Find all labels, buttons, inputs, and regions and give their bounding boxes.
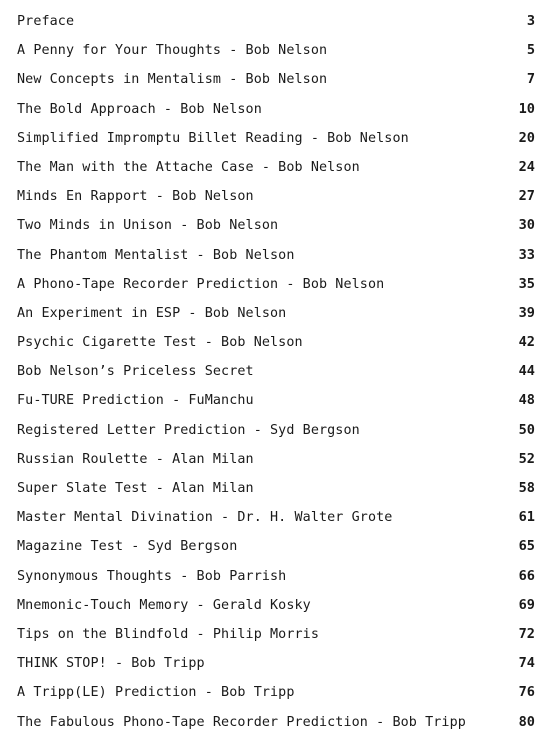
toc-entry-title: Fu-TURE Prediction - FuManchu	[17, 393, 254, 409]
toc-entry	[17, 299, 535, 328]
toc-entry	[17, 124, 535, 153]
toc-entry-title: A Penny for Your Thoughts - Bob Nelson	[17, 43, 328, 59]
toc-entry-title: A Tripp(LE) Prediction - Bob Tripp	[17, 685, 295, 701]
toc-entry-title: Synonymous Thoughts - Bob Parrish	[17, 568, 287, 584]
toc-entry	[17, 649, 535, 678]
toc-entry-title: Magazine Test - Syd Bergson	[17, 539, 238, 555]
toc-entry-title: The Fabulous Phono-Tape Recorder Prediction - Bob Tripp	[17, 714, 466, 730]
toc-entry-page-number: 52	[518, 450, 535, 467]
toc-entry-title: Minds En Rapport - Bob Nelson	[17, 189, 254, 205]
toc-entry	[17, 678, 535, 707]
toc-entry-title: Tips on the Blindfold - Philip Morris	[17, 626, 319, 642]
toc-entry-title: Preface	[17, 14, 75, 29]
toc-entry-title: Psychic Cigarette Test - Bob Nelson	[17, 335, 303, 351]
toc-entry	[17, 357, 535, 386]
toc-entry	[17, 211, 535, 240]
toc-entry-title: Bob Nelson’s Priceless Secret	[17, 364, 254, 380]
toc-entry	[17, 270, 535, 299]
toc-entry	[17, 386, 535, 415]
toc-entry-title: Super Slate Test - Alan Milan	[17, 481, 254, 496]
toc-entry	[17, 7, 535, 36]
toc-entry-title: The Bold Approach - Bob Nelson	[17, 101, 262, 117]
toc-entry	[17, 591, 535, 620]
toc-entry	[17, 620, 535, 649]
toc-entry-title: An Experiment in ESP - Bob Nelson	[17, 305, 287, 321]
toc-entry-title: Russian Roulette - Alan Milan	[17, 451, 254, 467]
toc-entry-page-number: 72	[518, 625, 535, 642]
toc-entry-title: Mnemonic-Touch Memory - Gerald Kosky	[17, 597, 311, 613]
toc-entry	[17, 708, 535, 737]
toc-entry-page-number: 39	[518, 304, 535, 321]
toc-entry-title: New Concepts in Mentalism - Bob Nelson	[17, 72, 328, 88]
toc-entry	[17, 445, 535, 474]
toc-entry-page-number: 66	[518, 567, 535, 584]
toc-entry-title: A Phono-Tape Recorder Prediction - Bob Nelson	[17, 276, 385, 292]
toc-entry-page-number: 30	[518, 217, 535, 234]
toc-entry-page-number: 76	[518, 684, 535, 701]
toc-entry-title: THINK STOP! - Bob Tripp	[17, 656, 205, 672]
toc-entry	[17, 328, 535, 357]
toc-entry-page-number: 44	[518, 363, 535, 380]
toc-entry-page-number: 20	[518, 129, 535, 146]
toc-entry-page-number: 33	[518, 246, 535, 263]
toc-entry-title: Registered Letter Prediction - Syd Bergson	[17, 422, 360, 438]
toc-entry	[17, 562, 535, 591]
toc-entry-page-number: 7	[526, 71, 535, 88]
toc-entry	[17, 474, 535, 503]
toc-entry-page-number: 69	[518, 596, 535, 613]
toc-entry-page-number: 80	[518, 713, 535, 730]
toc-entry-page-number: 10	[518, 100, 535, 117]
toc-entry-page-number: 50	[518, 421, 535, 438]
toc-entry	[17, 416, 535, 445]
toc-entry-title: The Man with the Attache Case - Bob Nelson	[17, 159, 360, 175]
toc-entry-page-number: 65	[518, 538, 535, 555]
toc-entry-page-number: 58	[518, 480, 535, 496]
toc-entry	[17, 36, 535, 65]
toc-entry	[17, 241, 535, 270]
toc-entry	[17, 65, 535, 94]
toc-entry-page-number: 27	[518, 188, 535, 205]
toc-entry-page-number: 3	[526, 13, 535, 29]
toc-entry-title: Simplified Impromptu Billet Reading - Bob Nelson	[17, 130, 409, 146]
toc-entry-page-number: 5	[526, 42, 535, 59]
toc-entry-title: Two Minds in Unison - Bob Nelson	[17, 218, 279, 234]
toc-entry	[17, 182, 535, 211]
toc-entry	[17, 532, 535, 561]
toc-entry-page-number: 24	[518, 158, 535, 175]
toc-entry-title: The Phantom Mentalist - Bob Nelson	[17, 247, 295, 263]
toc-entry-page-number: 61	[518, 509, 535, 526]
toc-entry	[17, 95, 535, 124]
toc-entry-page-number: 48	[518, 392, 535, 409]
toc-entry-page-number: 74	[518, 655, 535, 672]
toc-entry	[17, 503, 535, 532]
table-of-contents	[17, 7, 535, 737]
toc-entry-page-number: 35	[518, 275, 535, 292]
toc-entry	[17, 153, 535, 182]
toc-entry-title: Master Mental Divination - Dr. H. Walter Grote	[17, 510, 393, 526]
toc-entry-page-number: 42	[518, 334, 535, 351]
